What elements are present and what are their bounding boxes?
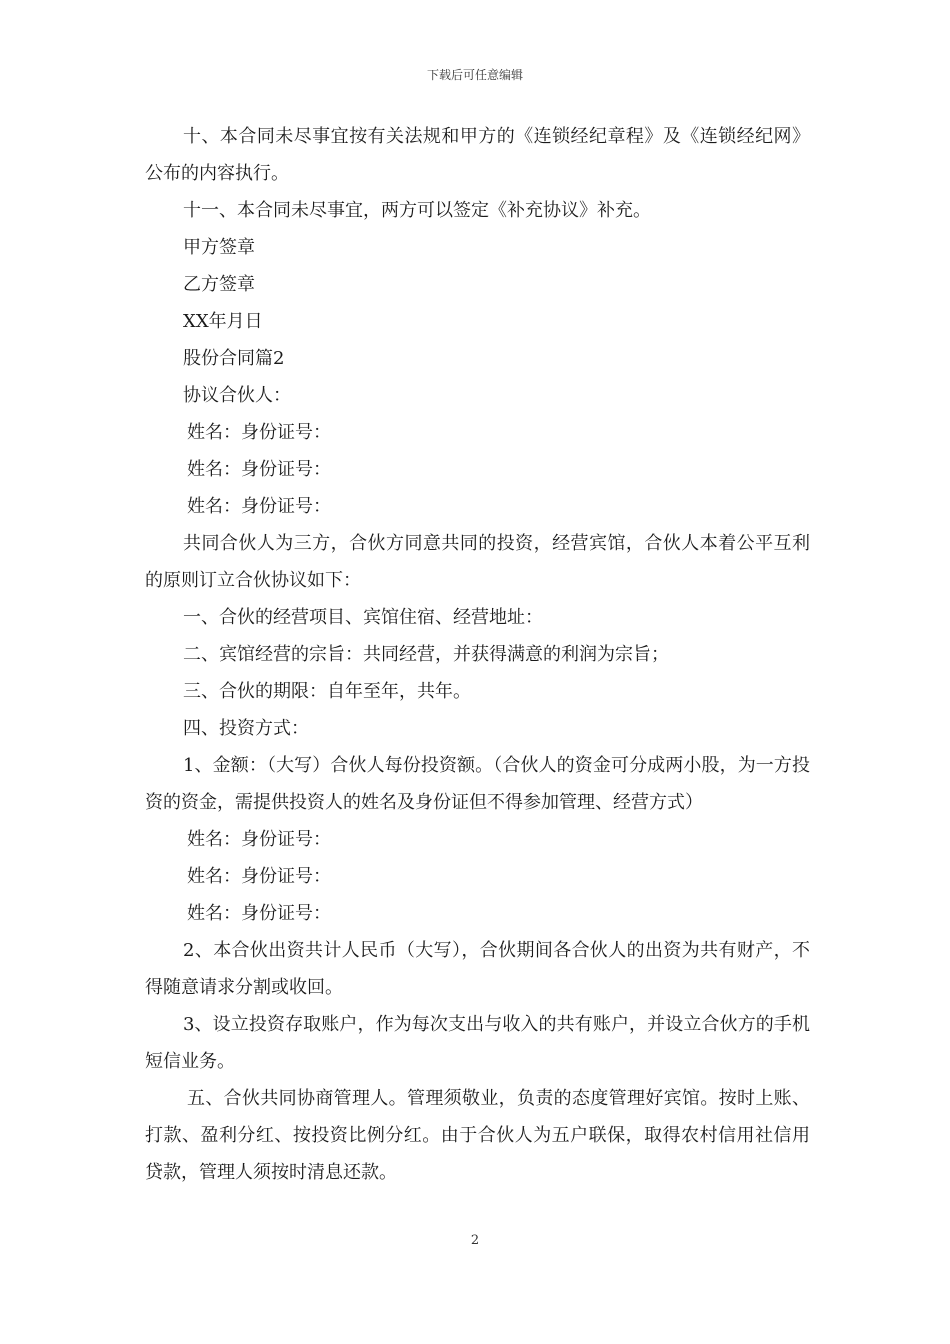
party-b-signature: 乙方签章 — [183, 274, 255, 295]
clause-1-business: 一、合伙的经营项目、宾馆住宿、经营地址： — [183, 607, 543, 628]
paragraph-clause-11: 十一、本合同未尽事宜，两方可以签定《补充协议》补充。 — [183, 200, 651, 221]
party-a-signature: 甲方签章 — [183, 237, 255, 258]
partner-id-line: 姓名：身份证号： — [187, 422, 331, 443]
partner-id-line: 姓名：身份证号： — [187, 459, 331, 480]
partners-heading: 协议合伙人： — [183, 385, 291, 406]
page-number: 2 — [470, 1233, 480, 1248]
signature-date: XX年月日 — [183, 311, 263, 332]
page-header: 下载后可任意编辑 — [426, 68, 523, 82]
document-body — [145, 118, 810, 1191]
paragraph-clause-10: 十、本合同未尽事宜按有关法规和甲方的《连锁经纪章程》及《连锁经纪网》公布的内容执行。 — [145, 126, 810, 184]
clause-3-term: 三、合伙的期限：自年至年，共年。 — [183, 681, 471, 702]
section-title: 股份合同篇2 — [183, 348, 285, 369]
agreement-preamble: 共同合伙人为三方，合伙方同意共同的投资，经营宾馆，合伙人本着公平互利的原则订立合伙协议如下： — [145, 533, 810, 591]
investment-amount: 1、金额：（大写）合伙人每份投资额。（合伙人的资金可分成两小股，为一方投资的资金，需提供投资人的姓名及身份证但不得参加管理、经营方式） — [145, 755, 810, 813]
clause-5-management: 五、合伙共同协商管理人。管理须敬业，负责的态度管理好宾馆。按时上账、打款、盈利分红、按投资比例分红。由于合伙人为五户联保，取得农村信用社信用贷款，管理人须按时清息还款。 — [145, 1088, 810, 1183]
joint-account: 3、设立投资存取账户，作为每次支出与收入的共有账户，并设立合伙方的手机短信业务。 — [145, 1014, 810, 1072]
investor-id-line: 姓名：身份证号： — [187, 866, 331, 887]
total-capital: 2、本合伙出资共计人民币（大写），合伙期间各合伙人的出资为共有财产，不得随意请求分割或收回。 — [145, 940, 810, 998]
investor-id-line: 姓名：身份证号： — [187, 829, 331, 850]
partner-id-line: 姓名：身份证号： — [187, 496, 331, 517]
investor-id-line: 姓名：身份证号： — [187, 903, 331, 924]
clause-4-investment: 四、投资方式： — [183, 718, 309, 739]
clause-2-purpose: 二、宾馆经营的宗旨：共同经营，并获得满意的利润为宗旨； — [183, 644, 669, 665]
